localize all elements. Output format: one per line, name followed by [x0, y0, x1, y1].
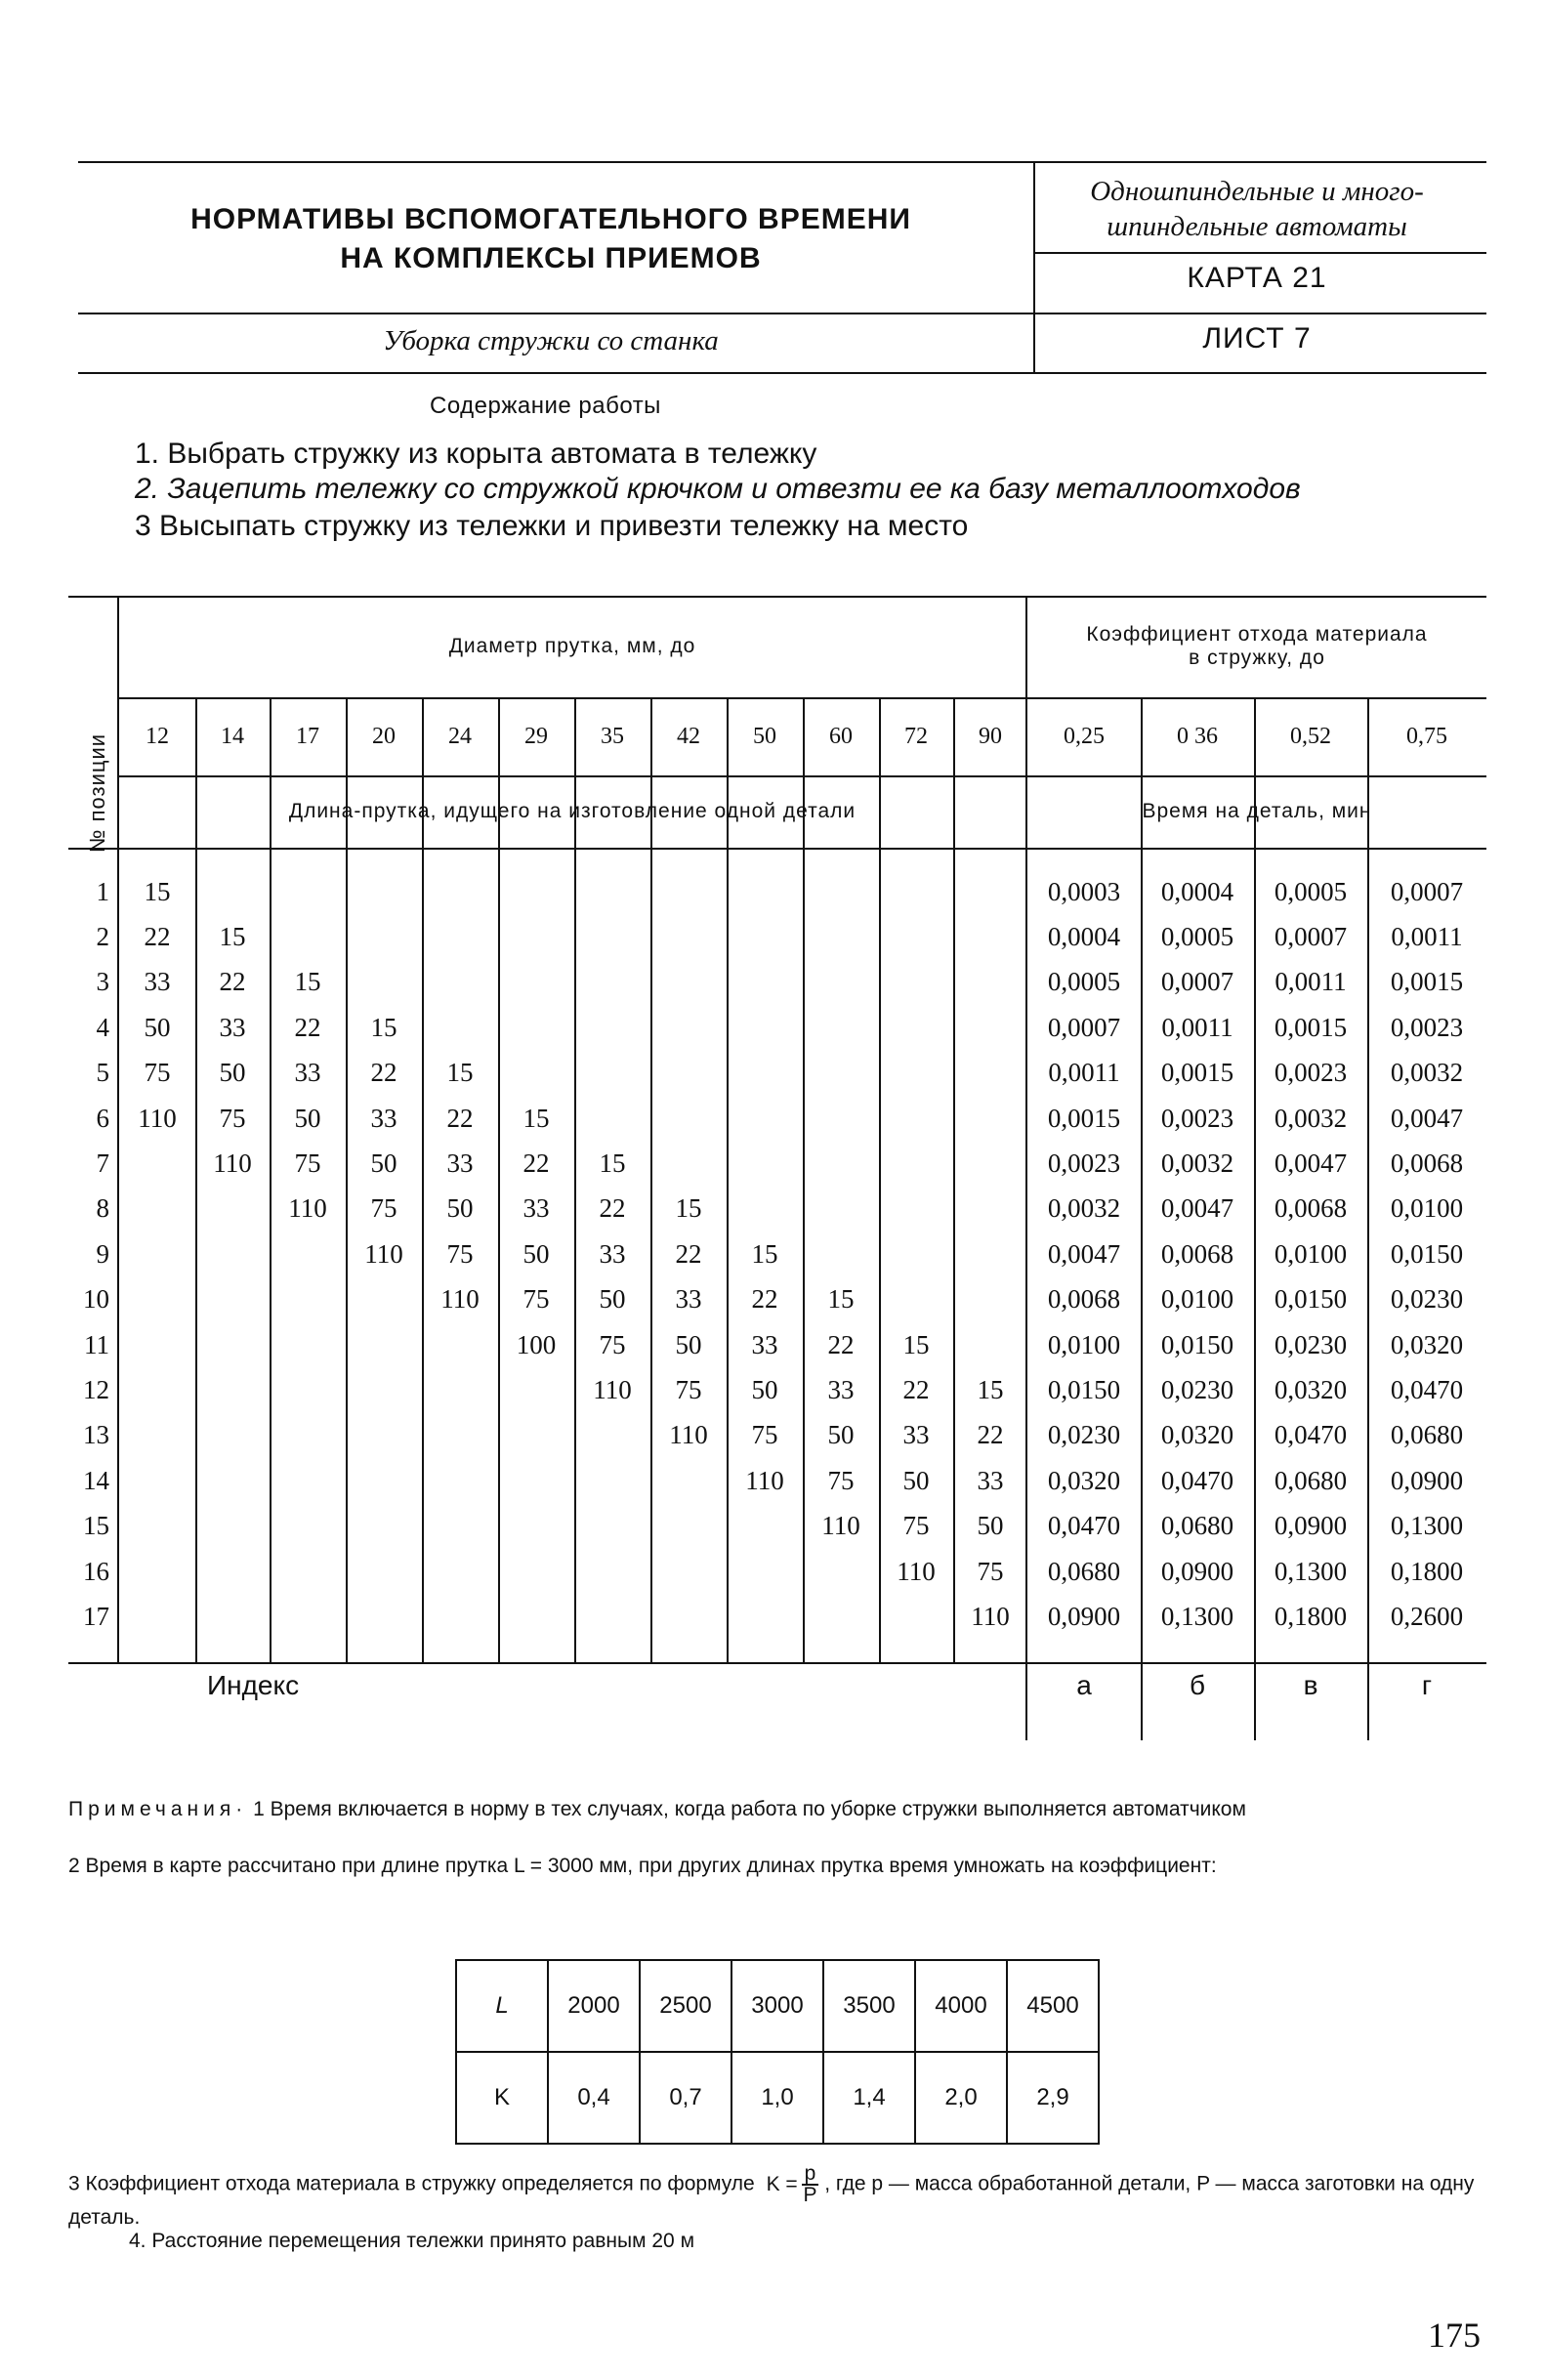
- coefficient-value: 0,25: [1064, 723, 1105, 749]
- length-value: 110: [288, 1193, 327, 1224]
- work-step-1: 1. Выбрать стружку из корыта автомата в тележку: [135, 438, 817, 470]
- length-value: 50: [599, 1284, 626, 1315]
- time-value: 0,0900: [1274, 1511, 1348, 1541]
- position-number: 5: [96, 1058, 109, 1088]
- work-content-heading: Содержание работы: [430, 393, 661, 419]
- length-value: 15: [219, 921, 246, 951]
- time-value: 0,0680: [1390, 1420, 1464, 1450]
- time-value: 0,0004: [1047, 921, 1121, 951]
- position-number: 7: [96, 1148, 109, 1178]
- position-number: 2: [96, 921, 109, 951]
- time-value: 0,0007: [1274, 921, 1348, 951]
- length-value: 15: [370, 1012, 397, 1042]
- time-value: 0,0150: [1274, 1284, 1348, 1315]
- diameter-value: 24: [448, 723, 472, 749]
- length-cell: 4000: [915, 1960, 1007, 2052]
- time-value: 0,0023: [1390, 1012, 1464, 1042]
- time-value: 0,0047: [1047, 1238, 1121, 1269]
- length-value: 50: [977, 1511, 1004, 1541]
- time-value: 0,0047: [1274, 1148, 1348, 1178]
- header-mid-rule: [78, 313, 1486, 314]
- diameter-value: 60: [829, 723, 853, 749]
- time-value: 0,0005: [1160, 921, 1234, 951]
- time-value: 0,1800: [1390, 1556, 1464, 1586]
- length-cell: 3500: [823, 1960, 915, 2052]
- work-step-2: 2. Зацепить тележку со стружкой крючком и отвезти ее ка базу металлоотходов: [135, 473, 1301, 505]
- position-number: 9: [96, 1238, 109, 1269]
- length-value: 33: [219, 1012, 246, 1042]
- time-value: 0,1300: [1390, 1511, 1464, 1541]
- coefficient-header-line-2: в стружку, до: [1189, 647, 1325, 669]
- length-value: 75: [902, 1511, 930, 1541]
- title-line-1: НОРМАТИВЫ ВСПОМОГАТЕЛЬНОГО ВРЕМЕНИ: [190, 203, 911, 235]
- length-value: 75: [219, 1103, 246, 1133]
- length-value: 110: [440, 1284, 480, 1315]
- time-value: 0,0011: [1161, 1012, 1233, 1042]
- length-value: 50: [675, 1329, 702, 1359]
- length-value: 15: [902, 1329, 930, 1359]
- length-value: 110: [213, 1148, 252, 1178]
- length-value: 75: [144, 1058, 171, 1088]
- time-header: Время на деталь, мин: [1142, 800, 1372, 822]
- length-value: 15: [522, 1103, 550, 1133]
- length-value: 50: [751, 1374, 778, 1404]
- length-value: 22: [219, 967, 246, 997]
- coefficient-cell: 2,0: [915, 2052, 1007, 2144]
- length-value: 22: [599, 1193, 626, 1224]
- diameter-header: Диаметр прутка, мм, до: [448, 635, 696, 657]
- note-3-text-a: 3 Коэффициент отхода материала в стружку определяется по формуле: [68, 2172, 755, 2195]
- length-value: 15: [675, 1193, 702, 1224]
- time-value: 0,0015: [1160, 1058, 1234, 1088]
- time-value: 0,0320: [1390, 1329, 1464, 1359]
- time-value: 0,0068: [1390, 1148, 1464, 1178]
- diameter-value: 50: [753, 723, 776, 749]
- length-value: 22: [827, 1329, 855, 1359]
- table-bottom-rule: [68, 1662, 1486, 1664]
- index-letter: в: [1303, 1670, 1318, 1700]
- position-number: 15: [83, 1511, 109, 1541]
- position-number: 4: [96, 1012, 109, 1042]
- length-value: 50: [827, 1420, 855, 1450]
- length-value: 22: [370, 1058, 397, 1088]
- length-value: 110: [364, 1238, 403, 1269]
- time-value: 0,0150: [1390, 1238, 1464, 1269]
- time-value: 0,0900: [1160, 1556, 1234, 1586]
- length-value: 33: [827, 1374, 855, 1404]
- time-value: 0,0032: [1274, 1103, 1348, 1133]
- length-value: 33: [977, 1465, 1004, 1495]
- length-value: 15: [294, 967, 321, 997]
- length-value: 22: [446, 1103, 474, 1133]
- coefficient-cell: 1,4: [823, 2052, 915, 2144]
- position-number: 14: [83, 1465, 109, 1495]
- length-value: 33: [144, 967, 171, 997]
- length-value: 75: [522, 1284, 550, 1315]
- coefficient-cell: 2,9: [1007, 2052, 1099, 2144]
- length-value: 22: [902, 1374, 930, 1404]
- header-card-rule: [1033, 252, 1486, 254]
- time-value: 0,0100: [1274, 1238, 1348, 1269]
- time-value: 0,0470: [1274, 1420, 1348, 1450]
- time-value: 0,0007: [1160, 967, 1234, 997]
- time-value: 0,0470: [1047, 1511, 1121, 1541]
- time-value: 0,0011: [1048, 1058, 1120, 1088]
- length-row: [456, 1960, 1099, 2052]
- note-4: 4. Расстояние перемещения тележки принято равным 20 м: [129, 2230, 695, 2252]
- length-value: 75: [675, 1374, 702, 1404]
- time-value: 0,0680: [1160, 1511, 1234, 1541]
- time-value: 0,0032: [1047, 1193, 1121, 1224]
- formula: [767, 2164, 819, 2205]
- coefficient-cell: 1,0: [731, 2052, 823, 2144]
- length-value: 75: [751, 1420, 778, 1450]
- length-value: 33: [446, 1148, 474, 1178]
- length-value: 33: [294, 1058, 321, 1088]
- page-number: 175: [1428, 2316, 1481, 2355]
- position-number: 16: [83, 1556, 109, 1586]
- time-value: 0,0047: [1160, 1193, 1234, 1224]
- length-value: 100: [516, 1329, 557, 1359]
- length-value: 50: [144, 1012, 171, 1042]
- time-value: 0,0230: [1160, 1374, 1234, 1404]
- length-value: 15: [751, 1238, 778, 1269]
- coefficient-row: [456, 2052, 1099, 2144]
- length-value: 110: [745, 1465, 784, 1495]
- note-1-text: 1 Время включается в норму в тех случаях, когда работа по уборке стружки выполняется автоматчиком: [253, 1798, 1246, 1820]
- time-value: 0,0015: [1274, 1012, 1348, 1042]
- work-step-3: 3 Высыпать стружку из тележки и привезти тележку на место: [135, 510, 969, 542]
- time-value: 0,0032: [1160, 1148, 1234, 1178]
- time-value: 0,0320: [1047, 1465, 1121, 1495]
- coefficient-value: 0 36: [1177, 723, 1218, 749]
- length-value: 15: [144, 876, 171, 906]
- length-value: 110: [971, 1601, 1010, 1631]
- time-value: 0,0320: [1274, 1374, 1348, 1404]
- time-value: 0,0230: [1390, 1284, 1464, 1315]
- time-value: 0,0047: [1390, 1103, 1464, 1133]
- machine-type-line-1: Одношпиндельные и много-: [1090, 176, 1424, 207]
- time-value: 0,0100: [1160, 1284, 1234, 1315]
- card-number: КАРТА 21: [1187, 262, 1327, 294]
- length-value: 110: [669, 1420, 708, 1450]
- header-divider: [1033, 161, 1035, 374]
- length-value: 75: [446, 1238, 474, 1269]
- position-number: 12: [83, 1374, 109, 1404]
- time-value: 0,1300: [1160, 1601, 1234, 1631]
- length-value: 22: [977, 1420, 1004, 1450]
- diameter-value: 29: [524, 723, 548, 749]
- diameter-value: 90: [979, 723, 1002, 749]
- time-value: 0,0680: [1274, 1465, 1348, 1495]
- length-value: 22: [144, 921, 171, 951]
- time-value: 0,0023: [1160, 1103, 1234, 1133]
- length-value: 50: [294, 1103, 321, 1133]
- time-value: 0,0003: [1047, 876, 1121, 906]
- length-value: 33: [751, 1329, 778, 1359]
- length-value: 33: [370, 1103, 397, 1133]
- time-value: 0,0320: [1160, 1420, 1234, 1450]
- length-value: 50: [370, 1148, 397, 1178]
- length-coefficient-table: [455, 1959, 1100, 2145]
- length-value: 33: [675, 1284, 702, 1315]
- time-value: 0,0470: [1390, 1374, 1464, 1404]
- time-value: 0,0068: [1047, 1284, 1121, 1315]
- page-subtitle: Уборка стружки со станка: [383, 325, 719, 356]
- length-cell: 4500: [1007, 1960, 1099, 2052]
- coefficient-header: [1027, 598, 1486, 695]
- coefficient-value: 0,52: [1290, 723, 1331, 749]
- note-1: [68, 1797, 1484, 1822]
- table-body-rule: [68, 848, 1486, 850]
- position-column-header: [76, 732, 119, 854]
- note-3: [68, 2164, 1484, 2231]
- coefficient-cell: 0,7: [640, 2052, 731, 2144]
- length-cell: 3000: [731, 1960, 823, 2052]
- length-value: 110: [593, 1374, 632, 1404]
- time-value: 0,0032: [1390, 1058, 1464, 1088]
- time-value: 0,1300: [1274, 1556, 1348, 1586]
- length-value: 110: [897, 1556, 936, 1586]
- time-value: 0,0005: [1274, 876, 1348, 906]
- length-value: 75: [977, 1556, 1004, 1586]
- length-value: 50: [219, 1058, 246, 1088]
- length-value: 75: [294, 1148, 321, 1178]
- length-value: 75: [827, 1465, 855, 1495]
- formula-numerator: p: [802, 2164, 819, 2186]
- header-top-rule: [78, 161, 1486, 163]
- length-value: 33: [522, 1193, 550, 1224]
- time-value: 0,0470: [1160, 1465, 1234, 1495]
- position-number: 1: [96, 876, 109, 906]
- note-2: 2 Время в карте рассчитано при длине прутка L = 3000 мм, при других длинах прутка время умножать на коэффициент:: [68, 1855, 1217, 1877]
- time-value: 0,0007: [1390, 876, 1464, 906]
- time-value: 0,0100: [1390, 1193, 1464, 1224]
- time-value: 0,0023: [1274, 1058, 1348, 1088]
- time-value: 0,0011: [1274, 967, 1347, 997]
- index-letter: б: [1189, 1670, 1206, 1700]
- length-value: 22: [522, 1148, 550, 1178]
- length-value: 15: [827, 1284, 855, 1315]
- coefficient-row-label: K: [456, 2052, 548, 2144]
- diameter-value: 35: [601, 723, 624, 749]
- time-value: 0,0004: [1160, 876, 1234, 906]
- time-value: 0,0900: [1390, 1465, 1464, 1495]
- formula-denominator: P: [803, 2184, 817, 2206]
- time-value: 0,0900: [1047, 1601, 1121, 1631]
- time-value: 0,0230: [1274, 1329, 1348, 1359]
- length-value: 22: [294, 1012, 321, 1042]
- length-value: 50: [446, 1193, 474, 1224]
- length-value: 15: [599, 1148, 626, 1178]
- time-value: 0,2600: [1390, 1601, 1464, 1631]
- diameter-value: 14: [221, 723, 244, 749]
- length-value: 22: [675, 1238, 702, 1269]
- notes-label: Примечания·: [68, 1798, 248, 1820]
- title-line-2: НА КОМПЛЕКСЫ ПРИЕМОВ: [340, 242, 762, 274]
- length-value: 75: [599, 1329, 626, 1359]
- length-value: 22: [751, 1284, 778, 1315]
- time-value: 0,0680: [1047, 1556, 1121, 1586]
- position-number: 10: [83, 1284, 109, 1315]
- length-cell: 2500: [640, 1960, 731, 2052]
- position-header-text: № позиции: [85, 732, 110, 854]
- length-value: 110: [138, 1103, 177, 1133]
- time-value: 0,0068: [1160, 1238, 1234, 1269]
- length-value: 50: [522, 1238, 550, 1269]
- position-number: 17: [83, 1601, 109, 1631]
- time-value: 0,0150: [1047, 1374, 1121, 1404]
- length-cell: 2000: [548, 1960, 640, 2052]
- index-label: Индекс: [207, 1670, 300, 1700]
- machine-type-line-2: шпиндельные автоматы: [1107, 211, 1407, 242]
- time-value: 0,0023: [1047, 1148, 1121, 1178]
- machine-type: [1037, 174, 1477, 244]
- length-value: 33: [902, 1420, 930, 1450]
- time-value: 0,0007: [1047, 1012, 1121, 1042]
- sheet-number: ЛИСТ 7: [1202, 322, 1312, 355]
- diameter-value: 12: [146, 723, 169, 749]
- note-3-text-b: , где p — масса обработанной детали, P — масса заготовки на одну деталь.: [68, 2172, 1475, 2229]
- time-value: 0,0100: [1047, 1329, 1121, 1359]
- index-letter: а: [1076, 1670, 1092, 1700]
- length-row-label: L: [456, 1960, 548, 2052]
- length-header: Длина-прутка, идущего на изготовление одной детали: [288, 800, 857, 822]
- diameter-value: 72: [904, 723, 928, 749]
- coefficient-value: 0,75: [1406, 723, 1447, 749]
- formula-lhs: K =: [766, 2173, 798, 2195]
- length-value: 50: [902, 1465, 930, 1495]
- time-value: 0,0005: [1047, 967, 1121, 997]
- time-value: 0,1800: [1274, 1601, 1348, 1631]
- time-value: 0,0150: [1160, 1329, 1234, 1359]
- length-value: 15: [446, 1058, 474, 1088]
- length-value: 33: [599, 1238, 626, 1269]
- time-value: 0,0011: [1391, 921, 1463, 951]
- length-value: 15: [977, 1374, 1004, 1404]
- time-value: 0,0015: [1390, 967, 1464, 997]
- diameter-value: 20: [372, 723, 396, 749]
- position-number: 11: [84, 1329, 109, 1359]
- position-number: 8: [96, 1193, 109, 1224]
- position-number: 6: [96, 1103, 109, 1133]
- time-value: 0,0068: [1274, 1193, 1348, 1224]
- diameter-value: 17: [296, 723, 319, 749]
- formula-fraction: [802, 2164, 819, 2205]
- position-number: 3: [96, 967, 109, 997]
- position-number: 13: [83, 1420, 109, 1450]
- header-bottom-rule: [78, 372, 1486, 374]
- index-letter: г: [1421, 1670, 1433, 1700]
- coefficient-cell: 0,4: [548, 2052, 640, 2144]
- length-value: 110: [821, 1511, 860, 1541]
- time-value: 0,0230: [1047, 1420, 1121, 1450]
- page-title: [78, 200, 1024, 278]
- time-value: 0,0015: [1047, 1103, 1121, 1133]
- length-value: 75: [370, 1193, 397, 1224]
- coefficient-header-line-1: Коэффициент отхода материала: [1086, 623, 1428, 646]
- diameter-value: 42: [677, 723, 700, 749]
